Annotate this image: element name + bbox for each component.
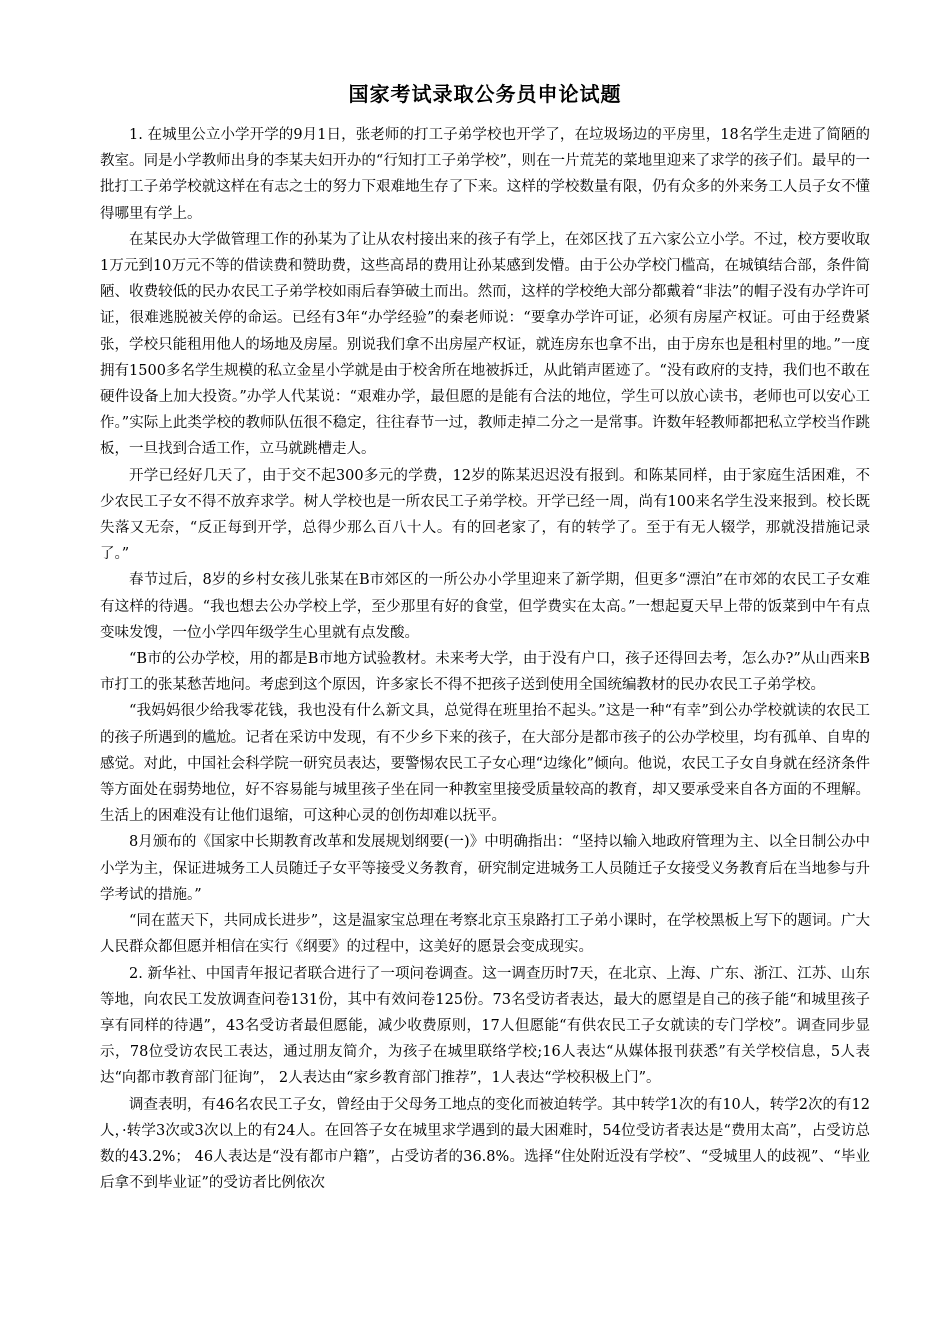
paragraph-2: 在某民办大学做管理工作的孙某为了让从农村接出来的孩子有学上，在郊区找了五六家公立小学。不过，校方要收取1万元到10万元不等的借读费和赞助费，这些高昂的费用让孙某感到发懵。由于公办学校门槛高，在城镇结合部，条件简陋、收费较低的民办农民工子弟学校如雨后春笋破土而出。然而，这样的学校绝大部分都戴着“非法”的帽子没有办学许可证，很难逃脱被关停的命运。已经有3年“办学经验”的秦老师说：“要拿办学许可证，必须有房屋产权证。可由于经费紧张，学校只能租用他人的场地及房屋。别说我们拿不出房屋产权证，就连房东也拿不出，由于房东也是租村里的地。”一度拥有1500多名学生规模的私立金星小学就是由于校舍所在地被拆迁，从此销声匿迹了。“没有政府的支持，我们也不敢在硬件设备上加大投资。”办学人代某说：“艰难办学，最但愿的是能有合法的地位，学生可以放心读书，老师也可以安心工作。”实际上此类学校的教师队伍很不稳定，往往春节一过，教师走掉二分之一是常事。许数年轻教师都把私立学校当作跳板，一旦找到合适工作，立马就跳槽走人。: [100, 231, 870, 458]
paragraph-5: “B市的公办学校，用的都是B市地方试验教材。未来考大学，由于没有户口，孩子还得回去考，怎么办?”从山西来B市打工的张某愁苦地问。考虑到这个原因，许多家长不得不把孩子送到使用全国统编教材的民办农民工子弟学校。: [100, 651, 870, 694]
document-body: [100, 122, 870, 1196]
paragraph-7: 8月颁布的《国家中长期教育改革和发展规划纲要(一)》中明确指出：“坚持以输入地政府管理为主、以全日制公办中小学为主，保证进城务工人员随迁子女平等接受义务教育，研究制定进城务工人员随迁子女接受义务教育后在当地参与升学考试的措施。”: [100, 834, 870, 903]
document-page: [100, 80, 870, 1196]
paragraph-3: 开学已经好几天了，由于交不起300多元的学费，12岁的陈某迟迟没有报到。和陈某同样，由于家庭生活困难，不少农民工子女不得不放弃求学。树人学校也是一所农民工子弟学校。开学已经一周，尚有100来名学生没来报到。校长既失落又无奈，“反正每到开学，总得少那么百八十人。有的回老家了，有的转学了。至于有无人辍学，那就没措施记录了。”: [100, 467, 870, 563]
document-title: 国家考试录取公务员申论试题: [348, 82, 622, 106]
paragraph-10: 调查表明，有46名农民工子女，曾经由于父母务工地点的变化而被迫转学。其中转学1次的有10人，转学2次的有12人，·转学3次或3次以上的有24人。在回答子女在城里求学遇到的最大困难时，54位受访者表达是“费用太高”，占受访总数的43.2%； 46人表达是“没有都市户籍”，占受访者的36.8%。选择“住处附近没有学校”、“受城里人的歧视”、“毕业后拿不到毕业证”的受访者比例依次: [100, 1096, 870, 1192]
paragraph-9: 2. 新华社、中国青年报记者联合进行了一项问卷调查。这一调查历时7天，在北京、上海、广东、浙江、江苏、山东等地，向农民工发放调查问卷131份，其中有效问卷125份。73名受访者表达，最大的愿望是自己的孩子能“和城里孩子享有同样的待遇”，43名受访者最但愿能，减少收费原则，17人但愿能“有供农民工子女就读的专门学校”。调查同步显示，78位受访农民工表达，通过朋友简介，为孩子在城里联络学校;16人表达“从媒体报刊获悉”有关学校信息，5人表达“向都市教育部门征询”， 2人表达由“家乡教育部门推荐”，1人表达“学校积极上门”。: [100, 965, 870, 1087]
paragraph-4: 春节过后，8岁的乡村女孩儿张某在B市郊区的一所公办小学里迎来了新学期，但更多“漂泊”在市郊的农民工子女难有这样的待遇。“我也想去公办学校上学，至少那里有好的食堂，但学费实在太高。”一想起夏天早上带的饭菜到中午有点变味发馊，一位小学四年级学生心里就有点发酸。: [100, 572, 870, 641]
paragraph-1: 1. 在城里公立小学开学的9月1日，张老师的打工子弟学校也开学了，在垃圾场边的平房里，18名学生走进了简陋的教室。同是小学教师出身的李某夫妇开办的“行知打工子弟学校”，则在一片荒芜的菜地里迎来了求学的孩子们。最早的一批打工子弟学校就这样在有志之士的努力下艰难地生存了下来。这样的学校数量有限，仍有众多的外来务工人员子女不懂得哪里有学上。: [100, 127, 870, 222]
paragraph-8: “同在蓝天下，共同成长进步”，这是温家宝总理在考察北京玉泉路打工子弟小课时，在学校黑板上写下的题词。广大人民群众都但愿并相信在实行《纲要》的过程中，这美好的愿景会变成现实。: [100, 913, 870, 956]
paragraph-6: “我妈妈很少给我零花钱，我也没有什么新文具，总觉得在班里抬不起头。”这是一种“有幸”到公办学校就读的农民工的孩子所遇到的尴尬。记者在采访中发现，有不少乡下来的孩子，在大部分是都市孩子的公办学校里，均有孤单、自卑的感觉。对此，中国社会科学院一研究员表达，要警惕农民工子女心理“边缘化”倾向。他说，农民工子女自身就在经济条件等方面处在弱势地位，好不容易能与城里孩子坐在同一种教室里接受质量较高的教育，却又要承受来自各方面的不理解。生活上的困难没有让他们退缩，可这种心灵的创伤却难以抚平。: [100, 703, 870, 825]
